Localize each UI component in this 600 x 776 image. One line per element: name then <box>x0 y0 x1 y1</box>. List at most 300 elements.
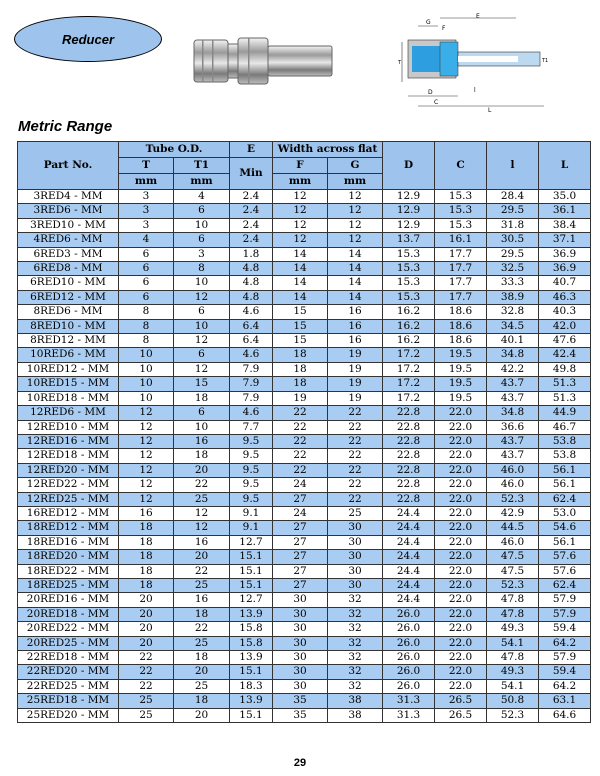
cell-c: 22.0 <box>435 550 487 564</box>
cell-t: 25 <box>119 694 174 708</box>
cell-l-big: 56.1 <box>539 535 591 549</box>
cell-e-min: 2.4 <box>230 190 273 204</box>
cell-d: 22.8 <box>383 492 435 506</box>
cell-l-small: 47.8 <box>487 651 539 665</box>
cell-e-min: 9.5 <box>230 492 273 506</box>
cell-l-big: 57.6 <box>539 550 591 564</box>
cell-e-min: 12.7 <box>230 593 273 607</box>
cell-l-big: 62.4 <box>539 492 591 506</box>
cell-t1: 20 <box>174 665 230 679</box>
cell-g: 22 <box>328 463 383 477</box>
table-row <box>18 190 591 204</box>
cell-l-big: 40.3 <box>539 305 591 319</box>
cell-l-big: 53.8 <box>539 449 591 463</box>
cell-c: 22.0 <box>435 593 487 607</box>
table-row <box>18 492 591 506</box>
cell-l-small: 29.5 <box>487 247 539 261</box>
cell-e-min: 7.7 <box>230 420 273 434</box>
cell-t: 22 <box>119 651 174 665</box>
cell-c: 22.0 <box>435 665 487 679</box>
cell-l-big: 46.3 <box>539 290 591 304</box>
cell-d: 17.2 <box>383 377 435 391</box>
cell-f: 18 <box>273 348 328 362</box>
header-e: E <box>230 142 273 158</box>
cell-part-no: 25RED20 - MM <box>18 708 119 722</box>
cell-l-small: 29.5 <box>487 204 539 218</box>
cell-e-min: 15.8 <box>230 636 273 650</box>
cell-f: 35 <box>273 694 328 708</box>
cell-e-min: 6.4 <box>230 319 273 333</box>
cell-c: 22.0 <box>435 406 487 420</box>
cell-l-big: 40.7 <box>539 276 591 290</box>
cell-d: 24.4 <box>383 593 435 607</box>
cell-g: 32 <box>328 679 383 693</box>
drawing-label-g: G <box>426 19 431 26</box>
cell-l-big: 57.9 <box>539 607 591 621</box>
cell-l-big: 63.1 <box>539 694 591 708</box>
drawing-label-d: D <box>428 89 433 96</box>
cell-part-no: 10RED6 - MM <box>18 348 119 362</box>
cell-g: 12 <box>328 190 383 204</box>
cell-f: 12 <box>273 218 328 232</box>
cell-part-no: 18RED16 - MM <box>18 535 119 549</box>
cell-e-min: 4.6 <box>230 305 273 319</box>
cell-part-no: 25RED18 - MM <box>18 694 119 708</box>
cell-t1: 20 <box>174 550 230 564</box>
cell-f: 30 <box>273 636 328 650</box>
table-row <box>18 506 591 520</box>
cell-l-big: 36.9 <box>539 262 591 276</box>
table-row <box>18 233 591 247</box>
cell-t1: 22 <box>174 564 230 578</box>
cell-t1: 12 <box>174 290 230 304</box>
cell-g: 32 <box>328 651 383 665</box>
cell-e-min: 9.5 <box>230 463 273 477</box>
cell-l-big: 44.9 <box>539 406 591 420</box>
cell-l-big: 36.1 <box>539 204 591 218</box>
cell-f: 22 <box>273 463 328 477</box>
cell-c: 19.5 <box>435 391 487 405</box>
table-row <box>18 391 591 405</box>
cell-d: 17.2 <box>383 391 435 405</box>
cell-d: 15.3 <box>383 290 435 304</box>
cell-g: 16 <box>328 305 383 319</box>
cell-part-no: 8RED12 - MM <box>18 334 119 348</box>
cell-g: 22 <box>328 492 383 506</box>
header-unit-t: mm <box>119 174 174 190</box>
cell-part-no: 12RED16 - MM <box>18 434 119 448</box>
cell-l-small: 34.8 <box>487 406 539 420</box>
cell-d: 17.2 <box>383 362 435 376</box>
cell-t: 20 <box>119 607 174 621</box>
cell-t: 18 <box>119 550 174 564</box>
cell-l-big: 57.6 <box>539 564 591 578</box>
cell-t: 12 <box>119 478 174 492</box>
cell-f: 22 <box>273 449 328 463</box>
reducer-badge <box>14 16 162 62</box>
cell-t1: 18 <box>174 651 230 665</box>
cell-g: 12 <box>328 204 383 218</box>
cell-d: 24.4 <box>383 564 435 578</box>
cell-d: 22.8 <box>383 406 435 420</box>
cell-f: 24 <box>273 506 328 520</box>
cell-d: 24.4 <box>383 521 435 535</box>
cell-e-min: 4.8 <box>230 276 273 290</box>
cell-f: 27 <box>273 492 328 506</box>
cell-g: 14 <box>328 262 383 276</box>
header-d: D <box>383 142 435 190</box>
cell-e-min: 4.8 <box>230 290 273 304</box>
cell-l-small: 44.5 <box>487 521 539 535</box>
cell-g: 19 <box>328 362 383 376</box>
drawing-label-c: C <box>434 99 439 106</box>
cell-part-no: 18RED25 - MM <box>18 578 119 592</box>
cell-t1: 6 <box>174 305 230 319</box>
cell-f: 18 <box>273 377 328 391</box>
cell-l-big: 57.9 <box>539 593 591 607</box>
cell-l-small: 43.7 <box>487 449 539 463</box>
header-l-big: L <box>539 142 591 190</box>
cell-part-no: 3RED6 - MM <box>18 204 119 218</box>
cell-d: 12.9 <box>383 204 435 218</box>
cell-t: 18 <box>119 535 174 549</box>
cell-part-no: 10RED18 - MM <box>18 391 119 405</box>
table-row <box>18 478 591 492</box>
cell-d: 22.8 <box>383 478 435 492</box>
cell-t: 10 <box>119 377 174 391</box>
cell-f: 30 <box>273 679 328 693</box>
cell-g: 19 <box>328 377 383 391</box>
table-row <box>18 204 591 218</box>
table-row <box>18 463 591 477</box>
cell-l-small: 49.3 <box>487 622 539 636</box>
cell-f: 14 <box>273 247 328 261</box>
cell-l-big: 53.8 <box>539 434 591 448</box>
cell-l-small: 40.1 <box>487 334 539 348</box>
cell-t1: 18 <box>174 607 230 621</box>
cell-g: 22 <box>328 420 383 434</box>
cell-c: 22.0 <box>435 478 487 492</box>
cell-t1: 6 <box>174 406 230 420</box>
cell-c: 19.5 <box>435 377 487 391</box>
cell-e-min: 7.9 <box>230 377 273 391</box>
cell-l-big: 57.9 <box>539 651 591 665</box>
cell-e-min: 15.1 <box>230 550 273 564</box>
cell-l-big: 56.1 <box>539 478 591 492</box>
cell-f: 14 <box>273 276 328 290</box>
cell-f: 22 <box>273 406 328 420</box>
cell-c: 19.5 <box>435 348 487 362</box>
header-part-no: Part No. <box>18 142 119 190</box>
cell-part-no: 12RED6 - MM <box>18 406 119 420</box>
cell-d: 15.3 <box>383 276 435 290</box>
cell-l-small: 32.5 <box>487 262 539 276</box>
cell-part-no: 12RED18 - MM <box>18 449 119 463</box>
cell-e-min: 9.1 <box>230 521 273 535</box>
cell-f: 35 <box>273 708 328 722</box>
cell-t1: 22 <box>174 622 230 636</box>
cell-t1: 25 <box>174 492 230 506</box>
table-row <box>18 276 591 290</box>
cell-t: 20 <box>119 636 174 650</box>
header-e-min: Min <box>230 158 273 190</box>
drawing-label-e: E <box>476 13 480 20</box>
cell-t: 8 <box>119 334 174 348</box>
cell-t1: 6 <box>174 348 230 362</box>
cell-d: 26.0 <box>383 665 435 679</box>
table-row <box>18 593 591 607</box>
cell-l-small: 50.8 <box>487 694 539 708</box>
cell-c: 17.7 <box>435 247 487 261</box>
cell-d: 16.2 <box>383 305 435 319</box>
table-row <box>18 535 591 549</box>
cell-g: 30 <box>328 521 383 535</box>
cell-d: 16.2 <box>383 334 435 348</box>
cell-f: 27 <box>273 521 328 535</box>
cell-part-no: 3RED10 - MM <box>18 218 119 232</box>
cell-f: 24 <box>273 478 328 492</box>
cell-c: 22.0 <box>435 651 487 665</box>
drawing-label-l-big: L <box>488 107 492 112</box>
table-row <box>18 434 591 448</box>
cell-g: 16 <box>328 334 383 348</box>
cell-t: 25 <box>119 708 174 722</box>
cell-c: 22.0 <box>435 434 487 448</box>
table-row <box>18 362 591 376</box>
cell-c: 18.6 <box>435 319 487 333</box>
cell-t1: 12 <box>174 521 230 535</box>
cell-g: 38 <box>328 708 383 722</box>
cell-f: 27 <box>273 578 328 592</box>
cell-c: 18.6 <box>435 305 487 319</box>
cell-part-no: 10RED12 - MM <box>18 362 119 376</box>
table-row <box>18 334 591 348</box>
cell-d: 26.0 <box>383 679 435 693</box>
cell-t1: 20 <box>174 463 230 477</box>
table-row <box>18 290 591 304</box>
cell-part-no: 16RED12 - MM <box>18 506 119 520</box>
cell-c: 26.5 <box>435 708 487 722</box>
cell-c: 15.3 <box>435 218 487 232</box>
cell-g: 38 <box>328 694 383 708</box>
cell-g: 12 <box>328 218 383 232</box>
cell-c: 16.1 <box>435 233 487 247</box>
cell-g: 19 <box>328 391 383 405</box>
cell-e-min: 9.5 <box>230 434 273 448</box>
cell-t1: 18 <box>174 391 230 405</box>
cell-l-big: 42.0 <box>539 319 591 333</box>
cell-c: 22.0 <box>435 535 487 549</box>
table-row <box>18 420 591 434</box>
cell-part-no: 8RED10 - MM <box>18 319 119 333</box>
cell-part-no: 6RED10 - MM <box>18 276 119 290</box>
table-row <box>18 449 591 463</box>
cell-t: 12 <box>119 492 174 506</box>
cell-t1: 20 <box>174 708 230 722</box>
cell-e-min: 13.9 <box>230 607 273 621</box>
cell-l-small: 52.3 <box>487 708 539 722</box>
drawing-label-l-small: l <box>474 87 476 94</box>
header-tube-od: Tube O.D. <box>119 142 230 158</box>
cell-f: 30 <box>273 651 328 665</box>
table-row <box>18 550 591 564</box>
cell-l-big: 49.8 <box>539 362 591 376</box>
table-row <box>18 218 591 232</box>
cell-c: 22.0 <box>435 506 487 520</box>
cell-f: 30 <box>273 622 328 636</box>
cell-l-big: 64.2 <box>539 679 591 693</box>
table-body <box>18 190 591 723</box>
cell-e-min: 15.1 <box>230 578 273 592</box>
cell-d: 12.9 <box>383 218 435 232</box>
cell-l-small: 38.9 <box>487 290 539 304</box>
cell-c: 22.0 <box>435 564 487 578</box>
cell-l-small: 42.2 <box>487 362 539 376</box>
cell-t: 18 <box>119 521 174 535</box>
cell-l-big: 47.6 <box>539 334 591 348</box>
cell-part-no: 6RED3 - MM <box>18 247 119 261</box>
cell-e-min: 4.8 <box>230 262 273 276</box>
metric-range-table <box>17 141 591 723</box>
cell-d: 12.9 <box>383 190 435 204</box>
cell-l-big: 59.4 <box>539 665 591 679</box>
cell-t1: 6 <box>174 233 230 247</box>
table-row <box>18 564 591 578</box>
cell-d: 24.4 <box>383 550 435 564</box>
section-title: Metric Range <box>18 118 113 135</box>
cell-t: 3 <box>119 204 174 218</box>
cell-t1: 22 <box>174 478 230 492</box>
table-row <box>18 665 591 679</box>
cell-part-no: 22RED25 - MM <box>18 679 119 693</box>
table-row <box>18 708 591 722</box>
cell-l-small: 47.5 <box>487 564 539 578</box>
cell-t: 12 <box>119 434 174 448</box>
cell-t: 12 <box>119 463 174 477</box>
cell-t: 12 <box>119 449 174 463</box>
cell-c: 22.0 <box>435 463 487 477</box>
cell-l-big: 64.2 <box>539 636 591 650</box>
cell-d: 26.0 <box>383 636 435 650</box>
cell-f: 30 <box>273 665 328 679</box>
cell-f: 22 <box>273 434 328 448</box>
cell-t1: 8 <box>174 262 230 276</box>
cell-e-min: 13.9 <box>230 651 273 665</box>
cell-part-no: 4RED6 - MM <box>18 233 119 247</box>
cell-g: 30 <box>328 564 383 578</box>
cell-l-big: 56.1 <box>539 463 591 477</box>
cell-c: 22.0 <box>435 420 487 434</box>
cell-l-small: 28.4 <box>487 190 539 204</box>
reducer-dimension-drawing <box>398 12 548 112</box>
cell-part-no: 22RED20 - MM <box>18 665 119 679</box>
cell-l-small: 46.0 <box>487 463 539 477</box>
header-c: C <box>435 142 487 190</box>
cell-l-big: 42.4 <box>539 348 591 362</box>
cell-l-small: 30.5 <box>487 233 539 247</box>
cell-c: 22.0 <box>435 622 487 636</box>
cell-d: 16.2 <box>383 319 435 333</box>
cell-l-small: 47.5 <box>487 550 539 564</box>
cell-l-big: 51.3 <box>539 391 591 405</box>
cell-t: 10 <box>119 391 174 405</box>
cell-l-small: 33.3 <box>487 276 539 290</box>
cell-t: 6 <box>119 247 174 261</box>
cell-t1: 10 <box>174 218 230 232</box>
cell-c: 17.7 <box>435 276 487 290</box>
cell-g: 32 <box>328 636 383 650</box>
cell-d: 24.4 <box>383 506 435 520</box>
cell-t1: 10 <box>174 319 230 333</box>
cell-g: 14 <box>328 247 383 261</box>
table-row <box>18 247 591 261</box>
cell-e-min: 15.1 <box>230 665 273 679</box>
drawing-label-t1: T1 <box>542 58 548 64</box>
cell-part-no: 18RED22 - MM <box>18 564 119 578</box>
cell-d: 15.3 <box>383 247 435 261</box>
cell-l-small: 54.1 <box>487 636 539 650</box>
cell-g: 22 <box>328 478 383 492</box>
table-row <box>18 694 591 708</box>
cell-e-min: 7.9 <box>230 362 273 376</box>
cell-g: 32 <box>328 665 383 679</box>
cell-l-small: 46.0 <box>487 478 539 492</box>
cell-l-small: 52.3 <box>487 492 539 506</box>
cell-part-no: 12RED22 - MM <box>18 478 119 492</box>
cell-d: 26.0 <box>383 607 435 621</box>
cell-c: 22.0 <box>435 636 487 650</box>
cell-g: 22 <box>328 449 383 463</box>
table-row <box>18 521 591 535</box>
cell-t: 6 <box>119 262 174 276</box>
table-row <box>18 377 591 391</box>
cell-t1: 16 <box>174 434 230 448</box>
cell-part-no: 12RED20 - MM <box>18 463 119 477</box>
cell-l-big: 35.0 <box>539 190 591 204</box>
cell-part-no: 10RED15 - MM <box>18 377 119 391</box>
cell-part-no: 12RED25 - MM <box>18 492 119 506</box>
header-unit-t1: mm <box>174 174 230 190</box>
cell-d: 22.8 <box>383 434 435 448</box>
cell-f: 19 <box>273 391 328 405</box>
cell-d: 22.8 <box>383 449 435 463</box>
cell-l-big: 38.4 <box>539 218 591 232</box>
drawing-label-f: F <box>442 25 446 32</box>
cell-t1: 3 <box>174 247 230 261</box>
cell-c: 19.5 <box>435 362 487 376</box>
cell-part-no: 12RED10 - MM <box>18 420 119 434</box>
cell-e-min: 9.5 <box>230 478 273 492</box>
table-row <box>18 622 591 636</box>
cell-t1: 4 <box>174 190 230 204</box>
cell-l-small: 49.3 <box>487 665 539 679</box>
cell-t: 20 <box>119 593 174 607</box>
cell-e-min: 9.1 <box>230 506 273 520</box>
cell-l-small: 54.1 <box>487 679 539 693</box>
cell-g: 22 <box>328 434 383 448</box>
cell-f: 12 <box>273 204 328 218</box>
cell-e-min: 15.1 <box>230 564 273 578</box>
cell-part-no: 6RED8 - MM <box>18 262 119 276</box>
cell-f: 27 <box>273 564 328 578</box>
cell-d: 31.3 <box>383 694 435 708</box>
cell-t1: 16 <box>174 593 230 607</box>
cell-t1: 12 <box>174 362 230 376</box>
cell-t1: 6 <box>174 204 230 218</box>
cell-e-min: 4.6 <box>230 348 273 362</box>
cell-d: 22.8 <box>383 420 435 434</box>
cell-part-no: 6RED12 - MM <box>18 290 119 304</box>
